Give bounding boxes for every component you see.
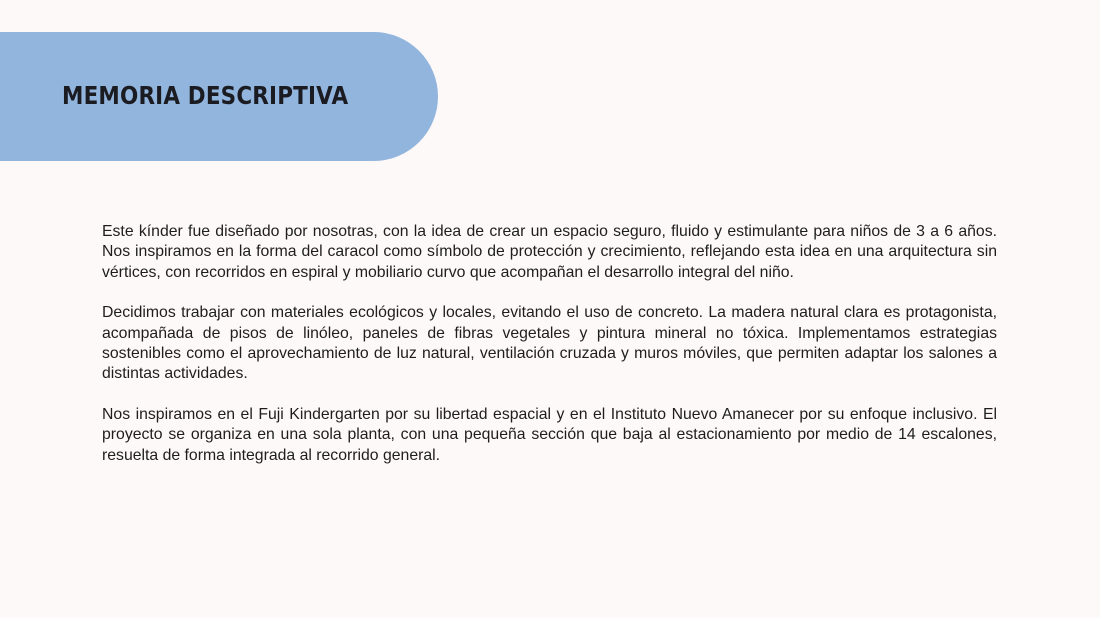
page-title: MEMORIA DESCRIPTIVA: [62, 81, 349, 110]
paragraph-concept: Este kínder fue diseñado por nosotras, con la idea de crear un espacio seguro, fluido y estimulante para niños de 3 a 6 años. Nos inspiramos en la forma del caracol como símbolo de protección y crecimiento, reflejando esta idea en una arquitectura sin vértices, con recorridos en espiral y mobiliario curvo que acompañan el desarrollo integral del niño.: [102, 223, 997, 281]
paragraph-materials: Decidimos trabajar con materiales ecológicos y locales, evitando el uso de concreto. La madera natural clara es protagonista, acompañada de pisos de linóleo, paneles de fibras vegetales y pintura mineral no tóxica. Implementamos estrategias sostenibles como el aprovechamiento de luz natural, ventilación cruzada y muros móviles, que permiten adaptar los salones a distintas actividades.: [102, 304, 997, 383]
description-body: [102, 222, 997, 486]
paragraph-references: Nos inspiramos en el Fuji Kindergarten por su libertad espacial y en el Instituto Nuevo Amanecer por su enfoque inclusivo. El proyecto se organiza en una sola planta, con una pequeña sección que baja al estacionamiento por medio de 14 escalones, resuelta de forma integrada al recorrido general.: [102, 405, 997, 464]
